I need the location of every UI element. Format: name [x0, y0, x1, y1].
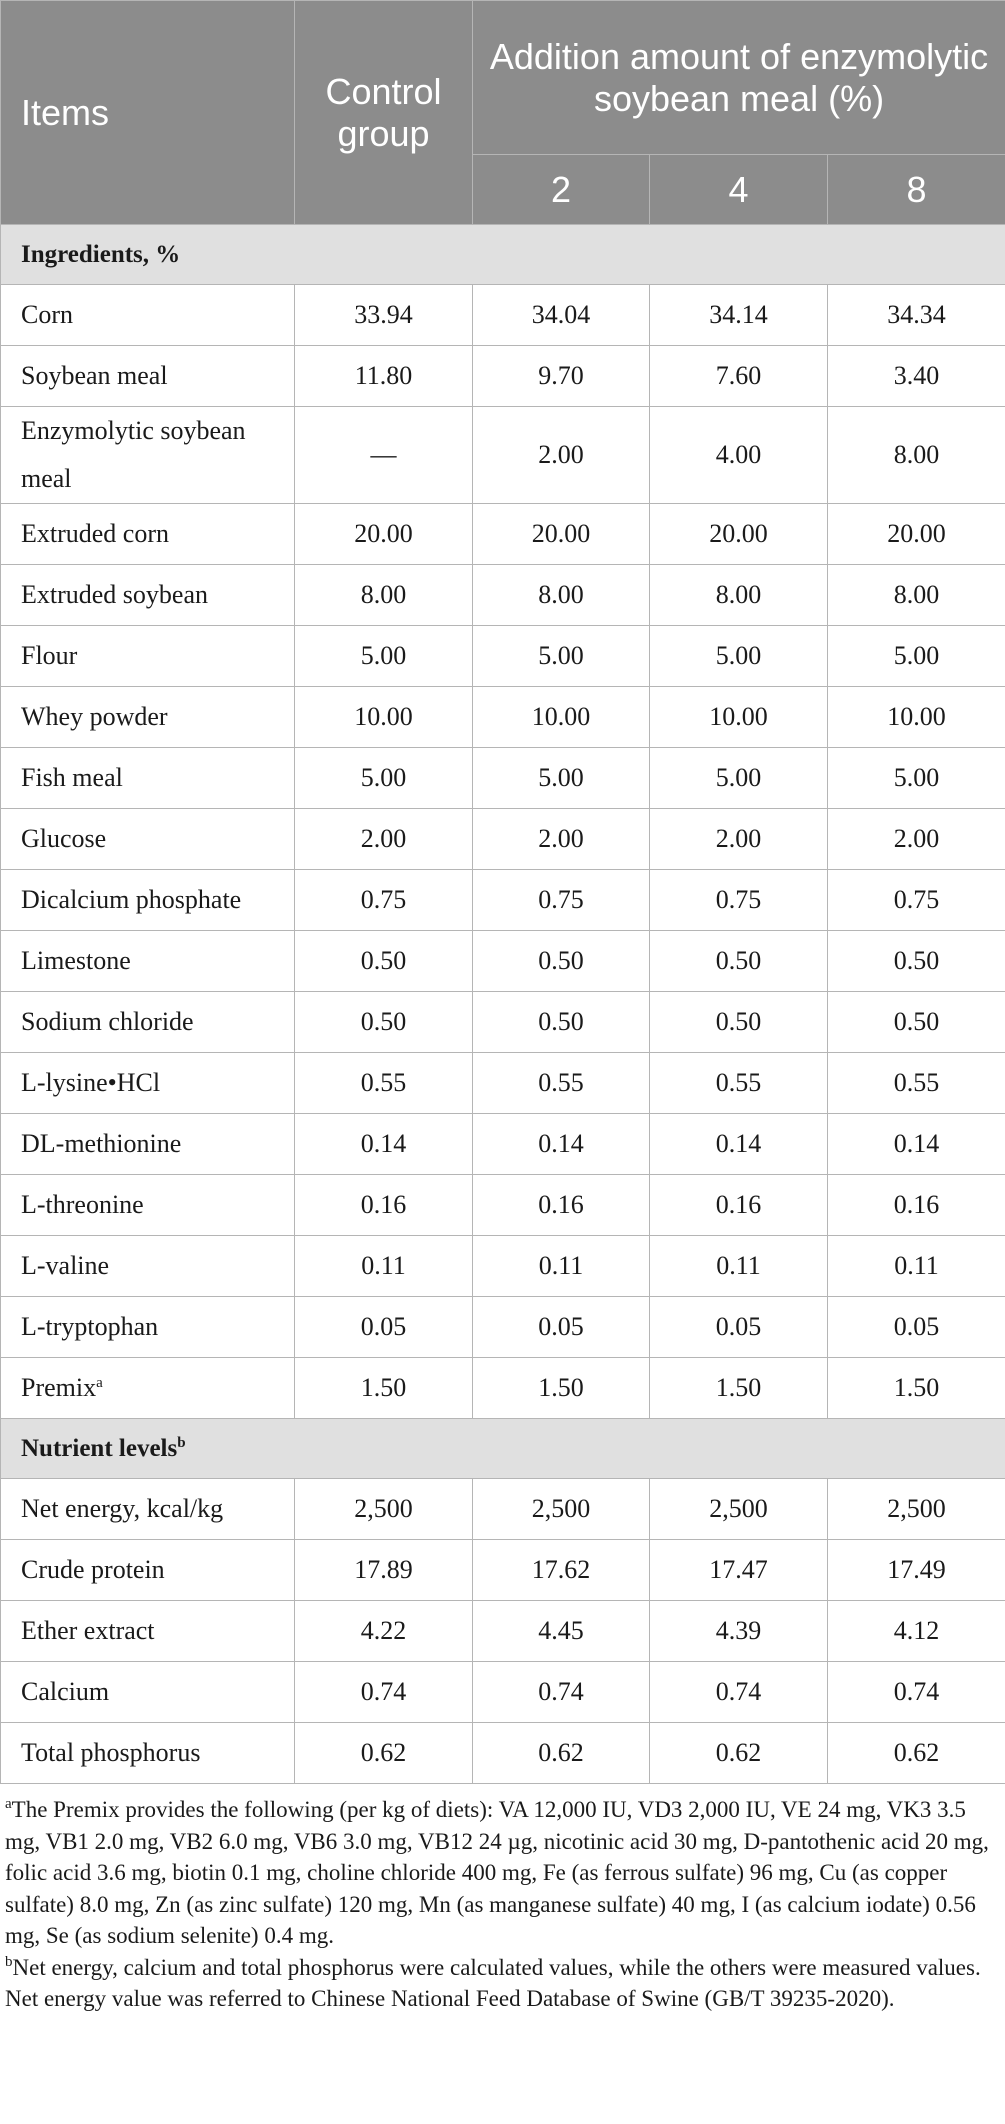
table-cell: 17.89	[295, 1540, 473, 1601]
table-cell: 2,500	[473, 1479, 650, 1540]
table-row	[1, 1236, 1005, 1297]
row-label-text: L-threonine	[21, 1190, 144, 1219]
table-cell: 0.55	[295, 1053, 473, 1114]
table-cell: 0.55	[828, 1053, 1005, 1114]
header-control-group: Control group	[295, 1, 473, 225]
table-cell: 5.00	[295, 626, 473, 687]
row-label-text: L-tryptophan	[21, 1312, 159, 1341]
table-cell: 4.22	[295, 1601, 473, 1662]
table-cell: 8.00	[828, 565, 1005, 626]
table-cell: 0.50	[295, 992, 473, 1053]
table-cell: 34.04	[473, 285, 650, 346]
table-cell: 10.00	[828, 687, 1005, 748]
table-cell: 0.62	[828, 1723, 1005, 1784]
table-cell: 0.75	[473, 870, 650, 931]
table-cell: 0.50	[828, 931, 1005, 992]
table-row	[1, 992, 1005, 1053]
row-label	[1, 1297, 295, 1358]
row-label	[1, 809, 295, 870]
row-label-text: Crude protein	[21, 1555, 165, 1584]
table-row	[1, 346, 1005, 407]
table-cell: 20.00	[650, 504, 828, 565]
table-cell: 2,500	[295, 1479, 473, 1540]
table-cell: 0.16	[650, 1175, 828, 1236]
table-cell: 0.50	[828, 992, 1005, 1053]
table-cell: 4.45	[473, 1601, 650, 1662]
row-label	[1, 626, 295, 687]
table-cell: 0.11	[473, 1236, 650, 1297]
table-cell: 5.00	[295, 748, 473, 809]
table-cell: 0.50	[473, 931, 650, 992]
footnotes	[0, 1784, 1005, 2015]
row-label-text: Flour	[21, 641, 78, 670]
table-cell: 0.62	[295, 1723, 473, 1784]
table-cell: 2.00	[650, 809, 828, 870]
row-label	[1, 870, 295, 931]
section-header-row	[1, 225, 1005, 285]
header-level: 2	[473, 155, 650, 225]
table-row	[1, 1114, 1005, 1175]
row-label	[1, 285, 295, 346]
table-row	[1, 1662, 1005, 1723]
row-label-text: Total phosphorus	[21, 1738, 201, 1767]
footnote-marker: a	[96, 1375, 103, 1391]
table-cell: 0.74	[473, 1662, 650, 1723]
table-cell: 0.74	[828, 1662, 1005, 1723]
row-label	[1, 346, 295, 407]
row-label	[1, 407, 295, 504]
table-cell: 17.62	[473, 1540, 650, 1601]
row-label	[1, 687, 295, 748]
table-row	[1, 565, 1005, 626]
footnote-text: The Premix provides the following (per kg of diets): VA 12,000 IU, VD3 2,000 IU, VE 24 mg, VK3 3.5 mg, VB1 2.0 mg, VB2 6.0 mg, VB6 3.0 mg, VB12 24 µg, nicotinic acid 30 mg, D-pantothenic acid 20 mg, folic acid 3.6 mg, biotin 0.1 mg, choline chloride 400 mg, Fe (as ferrous sulfate) 96 mg, Cu (as copper sulfate) 8.0 mg, Zn (as zinc sulfate) 120 mg, Mn (as manganese sulfate) 40 mg, I (as calcium iodate) 0.56 mg, Se (as sodium selenite) 0.4 mg.	[5, 1797, 989, 1948]
row-label	[1, 1236, 295, 1297]
table-row	[1, 1540, 1005, 1601]
footnote	[5, 1794, 1000, 1952]
table-cell: 10.00	[473, 687, 650, 748]
table-body	[1, 225, 1005, 1784]
table-cell: 3.40	[828, 346, 1005, 407]
table-cell: 0.11	[295, 1236, 473, 1297]
table-cell: 2,500	[828, 1479, 1005, 1540]
table-cell: 0.55	[650, 1053, 828, 1114]
table-cell: 11.80	[295, 346, 473, 407]
row-label-text: Net energy, kcal/kg	[21, 1494, 224, 1523]
table-cell: 0.05	[650, 1297, 828, 1358]
row-label-text: Soybean meal	[21, 361, 168, 390]
section-title-text: Nutrient levels	[21, 1434, 178, 1462]
table-cell: 5.00	[473, 748, 650, 809]
table-row	[1, 748, 1005, 809]
table-header	[1, 1, 1005, 225]
table-cell: 0.75	[295, 870, 473, 931]
table-cell: 0.14	[473, 1114, 650, 1175]
row-label-text: L-lysine•HCl	[21, 1068, 161, 1097]
table-cell: 8.00	[828, 407, 1005, 504]
table-row	[1, 1297, 1005, 1358]
row-label	[1, 1358, 295, 1419]
row-label	[1, 565, 295, 626]
table-row	[1, 809, 1005, 870]
table-cell: —	[295, 407, 473, 504]
table-cell: 0.50	[650, 992, 828, 1053]
section-header-row	[1, 1419, 1005, 1479]
row-label	[1, 748, 295, 809]
table-cell: 17.49	[828, 1540, 1005, 1601]
table-cell: 20.00	[473, 504, 650, 565]
row-label-text: Sodium chloride	[21, 1007, 194, 1036]
table-cell: 8.00	[295, 565, 473, 626]
table-cell: 33.94	[295, 285, 473, 346]
table-row	[1, 1358, 1005, 1419]
section-title-text: Ingredients, %	[21, 240, 181, 268]
table-cell: 1.50	[473, 1358, 650, 1419]
table-cell: 0.74	[295, 1662, 473, 1723]
table-cell: 7.60	[650, 346, 828, 407]
table-cell: 10.00	[295, 687, 473, 748]
table-row	[1, 1053, 1005, 1114]
section-title	[1, 1419, 1005, 1479]
table-cell: 4.12	[828, 1601, 1005, 1662]
footnote-marker: b	[177, 1434, 186, 1451]
table-cell: 34.34	[828, 285, 1005, 346]
row-label-text: Corn	[21, 300, 73, 329]
table-cell: 20.00	[828, 504, 1005, 565]
table-cell: 20.00	[295, 504, 473, 565]
table-cell: 0.11	[650, 1236, 828, 1297]
row-label-text: DL-methionine	[21, 1129, 182, 1158]
table-cell: 2.00	[828, 809, 1005, 870]
row-label-text: Limestone	[21, 946, 131, 975]
row-label-text: Extruded corn	[21, 519, 170, 548]
table-cell: 9.70	[473, 346, 650, 407]
table-cell: 0.14	[828, 1114, 1005, 1175]
table-cell: 17.47	[650, 1540, 828, 1601]
table-cell: 0.05	[828, 1297, 1005, 1358]
table-cell: 1.50	[650, 1358, 828, 1419]
table-cell: 1.50	[295, 1358, 473, 1419]
row-label	[1, 1114, 295, 1175]
table-row	[1, 626, 1005, 687]
row-label	[1, 931, 295, 992]
row-label-text: Dicalcium phosphate	[21, 885, 242, 914]
table-row	[1, 504, 1005, 565]
row-label-text: Glucose	[21, 824, 107, 853]
table-row	[1, 1175, 1005, 1236]
table-row	[1, 1601, 1005, 1662]
row-label-text: Premix	[21, 1373, 97, 1402]
table-cell: 5.00	[650, 748, 828, 809]
table-cell: 5.00	[650, 626, 828, 687]
row-label	[1, 1175, 295, 1236]
table-cell: 0.55	[473, 1053, 650, 1114]
table-cell: 8.00	[473, 565, 650, 626]
table-cell: 0.05	[295, 1297, 473, 1358]
row-label	[1, 1601, 295, 1662]
table-cell: 0.16	[473, 1175, 650, 1236]
table-cell: 0.05	[473, 1297, 650, 1358]
row-label-text: L-valine	[21, 1251, 110, 1280]
table-cell: 0.14	[295, 1114, 473, 1175]
table-row	[1, 285, 1005, 346]
row-label-text: Calcium	[21, 1677, 110, 1706]
header-items: Items	[1, 1, 295, 225]
row-label-text: Whey powder	[21, 702, 168, 731]
table-cell: 2.00	[295, 809, 473, 870]
table-cell: 0.62	[473, 1723, 650, 1784]
table-cell: 2.00	[473, 407, 650, 504]
table-cell: 4.39	[650, 1601, 828, 1662]
row-label	[1, 1053, 295, 1114]
row-label	[1, 1723, 295, 1784]
table-cell: 0.14	[650, 1114, 828, 1175]
table-cell: 0.16	[828, 1175, 1005, 1236]
table-cell: 5.00	[473, 626, 650, 687]
header-level: 4	[650, 155, 828, 225]
table-cell: 4.00	[650, 407, 828, 504]
row-label-text: Fish meal	[21, 763, 123, 792]
row-label	[1, 1540, 295, 1601]
row-label	[1, 992, 295, 1053]
footnote-marker: b	[5, 1953, 13, 1970]
table-cell: 0.75	[828, 870, 1005, 931]
table-cell: 0.75	[650, 870, 828, 931]
table-cell: 0.16	[295, 1175, 473, 1236]
table-cell: 0.74	[650, 1662, 828, 1723]
table-cell: 0.62	[650, 1723, 828, 1784]
table-row	[1, 931, 1005, 992]
table-cell: 34.14	[650, 285, 828, 346]
footnote-text: Net energy, calcium and total phosphorus were calculated values, while the others were measured values. Net energy value was referred to Chinese National Feed Database of Swine (GB/T 39235-2020).	[5, 1954, 981, 2011]
header-level: 8	[828, 155, 1005, 225]
header-addition-amount: Addition amount of enzymolytic soybean meal (%)	[473, 1, 1005, 155]
row-label-text: Ether extract	[21, 1616, 155, 1645]
table-cell: 10.00	[650, 687, 828, 748]
table-cell: 2.00	[473, 809, 650, 870]
row-label	[1, 504, 295, 565]
table-row	[1, 1479, 1005, 1540]
table-row	[1, 407, 1005, 504]
table-cell: 5.00	[828, 626, 1005, 687]
footnote	[5, 1952, 1000, 2015]
table-cell: 5.00	[828, 748, 1005, 809]
table-cell: 2,500	[650, 1479, 828, 1540]
row-label-text: Enzymolytic soybean meal	[21, 416, 246, 493]
table-cell: 0.50	[295, 931, 473, 992]
table-cell: 0.50	[650, 931, 828, 992]
table-cell: 0.50	[473, 992, 650, 1053]
table-row	[1, 1723, 1005, 1784]
table-cell: 0.11	[828, 1236, 1005, 1297]
row-label	[1, 1479, 295, 1540]
table-cell: 1.50	[828, 1358, 1005, 1419]
section-title	[1, 225, 1005, 285]
table-row	[1, 687, 1005, 748]
footnote-marker: a	[5, 1796, 12, 1812]
table-row	[1, 870, 1005, 931]
row-label	[1, 1662, 295, 1723]
table-cell: 8.00	[650, 565, 828, 626]
row-label-text: Extruded soybean	[21, 580, 209, 609]
